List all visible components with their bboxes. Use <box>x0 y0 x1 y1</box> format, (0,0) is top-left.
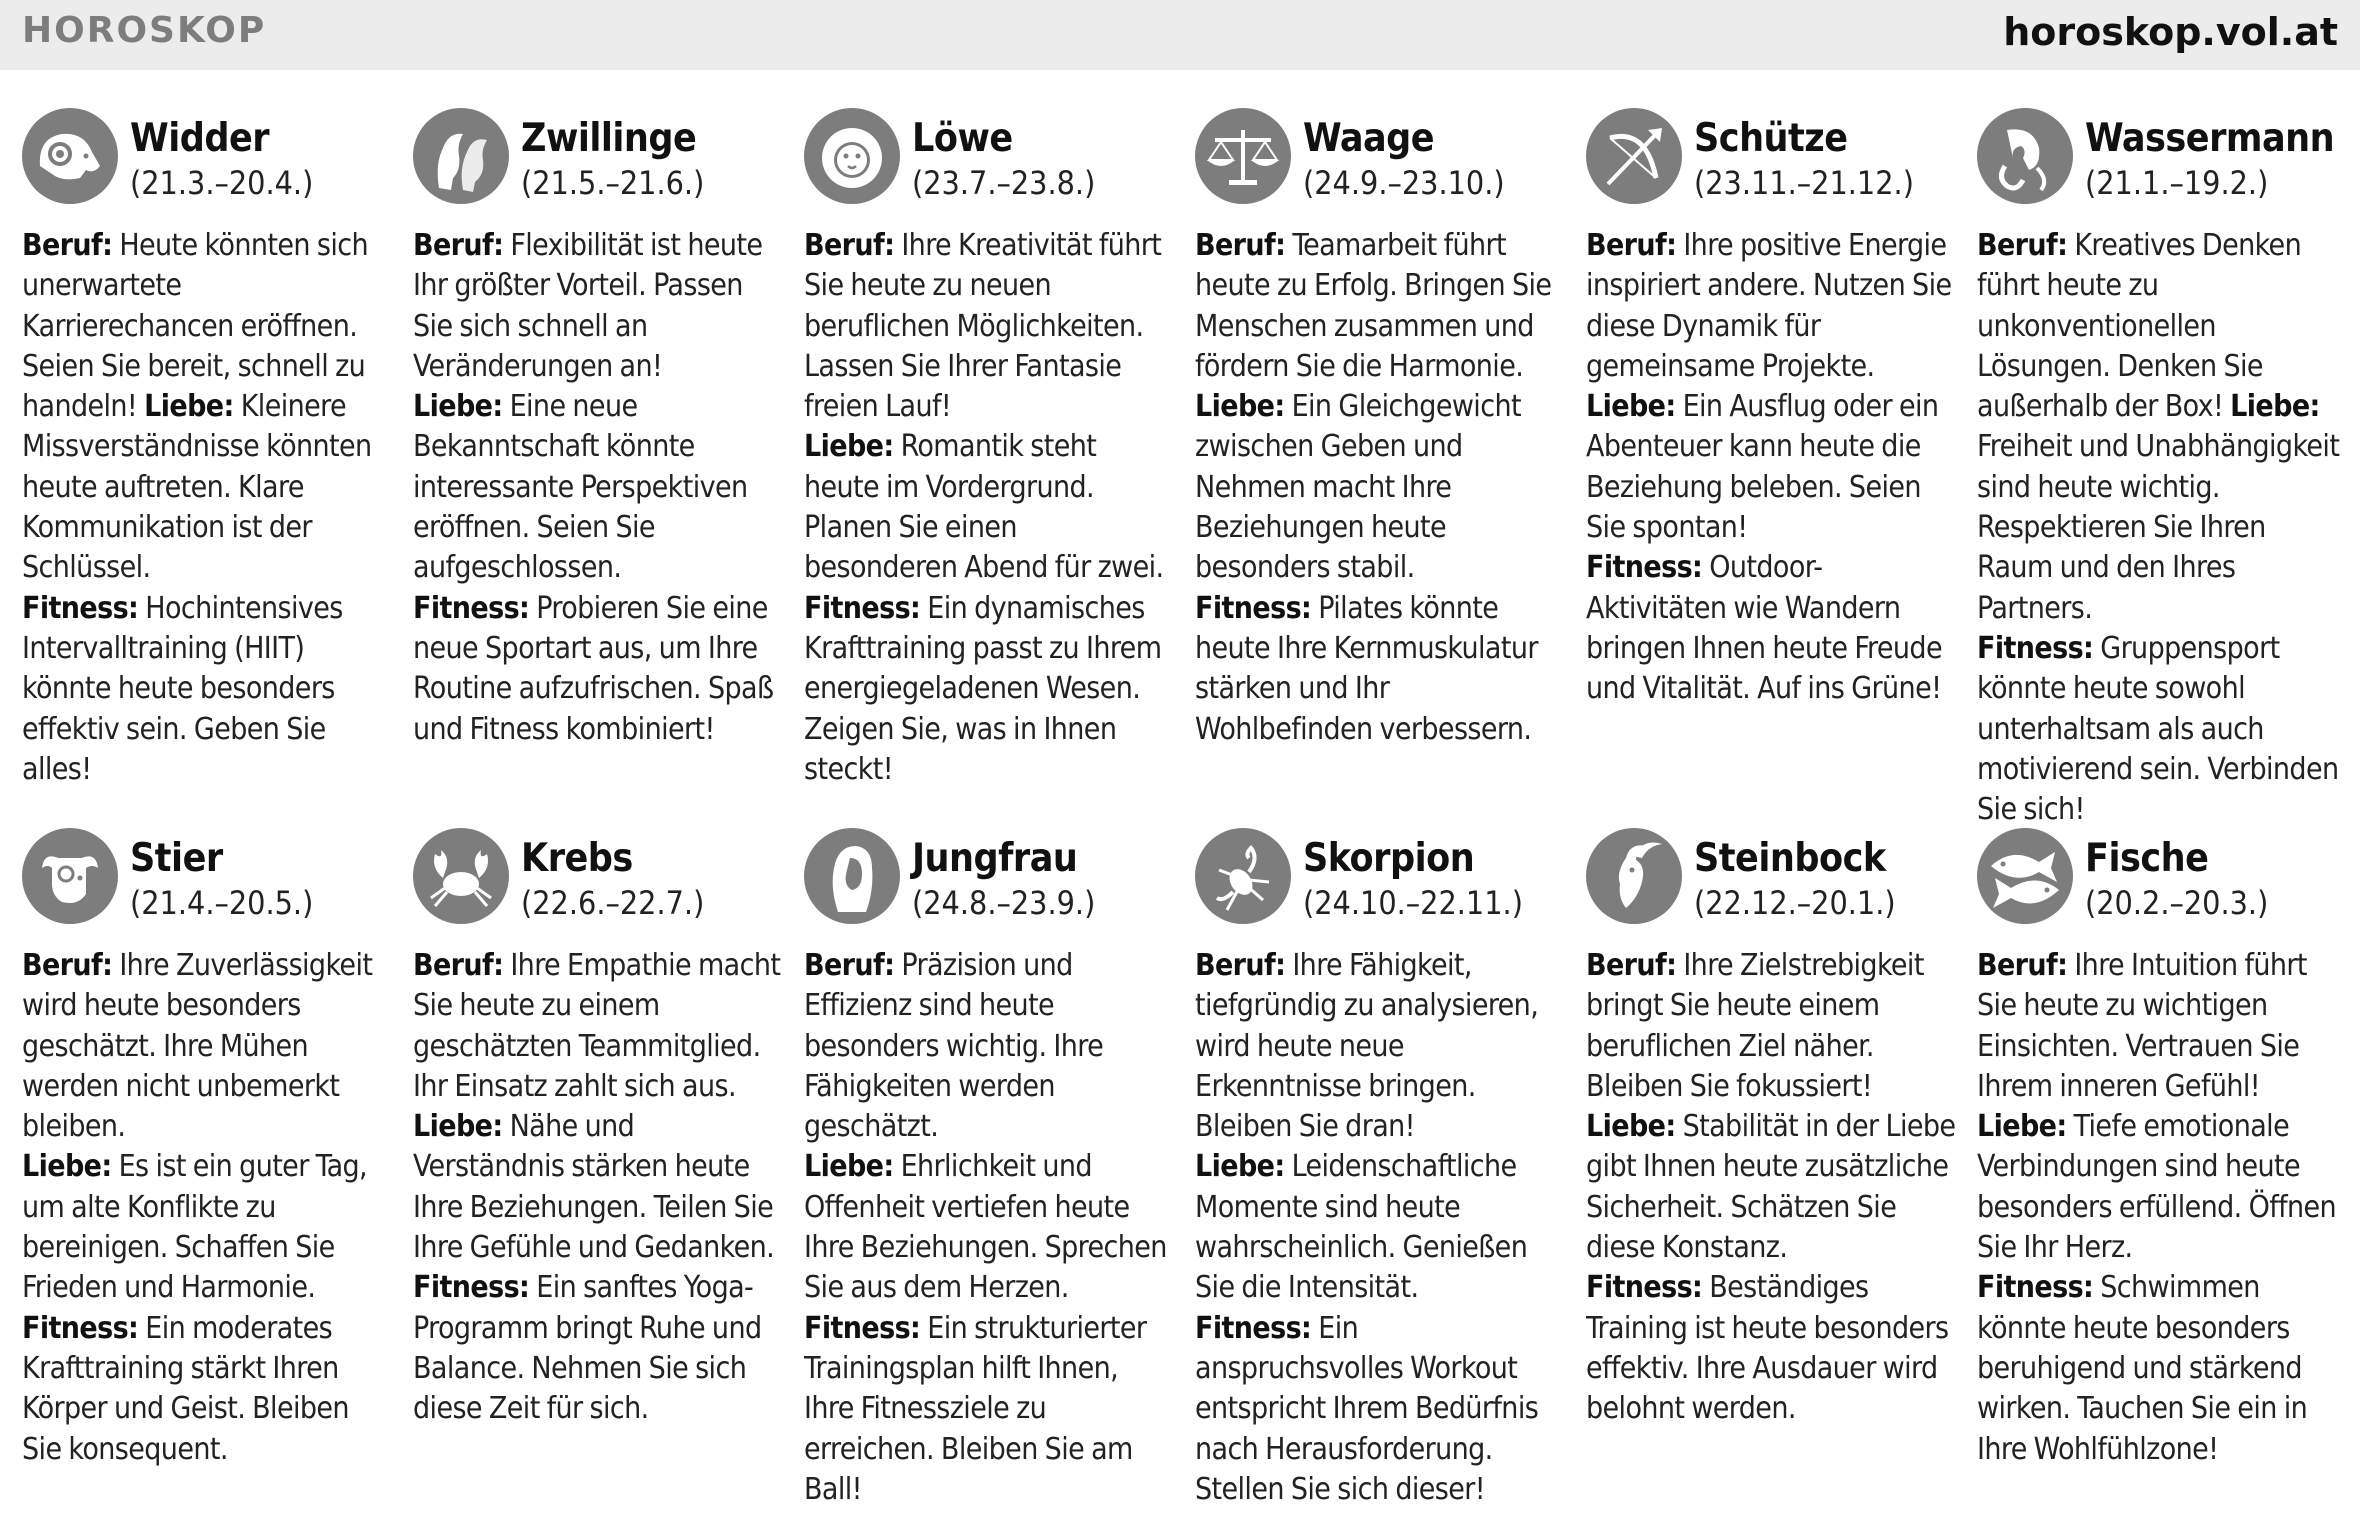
text-liebe: Stabilität in der Liebe gibt Ihnen heute zusätzliche Sicherheit. Schätzen Sie diese Konstanz. <box>1586 1109 1956 1266</box>
sign-card-wassermann <box>1977 108 2347 830</box>
text-liebe: Tiefe emotionale Verbindungen sind heute besonders erfüllend. Öffnen Sie Ihr Herz. <box>1977 1109 2337 1266</box>
label-beruf: Beruf: <box>22 228 113 263</box>
text-beruf: Ihre Empathie macht Sie heute zu einem geschätzten Teammitglied. Ihr Einsatz zahlt sich aus. <box>413 948 781 1104</box>
bow-arrow-icon <box>1586 108 1682 204</box>
sign-card-schuetze <box>1586 108 1956 710</box>
text-liebe: Romantik steht heute im Vordergrund. Planen Sie einen besonderen Abend für zwei. <box>804 429 1164 586</box>
page-title: HOROSKOP <box>22 10 267 51</box>
sign-text <box>804 946 1174 1510</box>
label-fitness: Fitness: <box>1195 1310 1312 1346</box>
sign-name: Skorpion <box>1303 836 1475 881</box>
label-beruf: Beruf: <box>413 228 504 263</box>
sign-card-loewe <box>804 108 1174 790</box>
label-liebe: Liebe: <box>144 389 234 425</box>
text-fitness: Probieren Sie eine neue Sportart aus, um Ihre Routine aufzufrischen. Spaß und Fitness kombiniert! <box>413 590 774 747</box>
text-beruf: Kreatives Denken führt heute zu unkonventionellen Lösungen. Denken Sie außerhalb der Box! <box>1977 228 2302 425</box>
text-beruf: Ihre positive Energie inspiriert andere. Nutzen Sie diese Dynamik für gemeinsame Projekte. <box>1586 228 1952 384</box>
sign-name: Steinbock <box>1694 836 1886 881</box>
fish-icon <box>1977 828 2073 924</box>
sign-card-krebs <box>413 828 783 1430</box>
sign-card-jungfrau <box>804 828 1174 1510</box>
sign-name: Schütze <box>1694 116 1848 161</box>
text-fitness: Outdoor-Aktivitäten wie Wandern bringen Ihnen heute Freude und Vitalität. Auf ins Grüne! <box>1586 550 1942 707</box>
sign-date: (22.12.–20.1.) <box>1694 884 1896 922</box>
sign-date: (21.1.–19.2.) <box>2085 164 2269 202</box>
text-liebe: Es ist ein guter Tag, um alte Konflikte zu bereinigen. Schaffen Sie Frieden und Harmonie. <box>22 1149 368 1306</box>
sign-name: Wassermann <box>2085 116 2335 161</box>
sign-card-zwillinge <box>413 108 783 750</box>
text-liebe: Freiheit und Unabhängigkeit sind heute wichtig. Respektieren Sie Ihren Raum und den Ihres Partners. <box>1977 429 2340 626</box>
sign-card-stier <box>22 828 392 1470</box>
text-liebe: Kleinere Missverständnisse könnten heute auftreten. Klare Kommunikation ist der Schlüssel. <box>22 389 372 586</box>
label-liebe: Liebe: <box>804 429 894 465</box>
text-beruf: Ihre Intuition führt Sie heute zu wichtigen Einsichten. Vertrauen Sie Ihrem inneren Gefühl! <box>1977 948 2307 1104</box>
twins-icon <box>413 108 509 204</box>
sign-card-fische <box>1977 828 2347 1470</box>
sign-text <box>413 226 783 750</box>
sign-name: Widder <box>130 116 270 161</box>
label-beruf: Beruf: <box>22 948 113 983</box>
label-fitness: Fitness: <box>1977 630 2094 666</box>
text-beruf: Präzision und Effizienz sind heute besonders wichtig. Ihre Fähigkeiten werden geschätzt. <box>804 948 1104 1145</box>
label-liebe: Liebe: <box>413 389 503 425</box>
text-fitness: Pilates könnte heute Ihre Kernmuskulatur stärken und Ihr Wohlbefinden verbessern. <box>1195 590 1538 747</box>
lion-icon <box>804 108 900 204</box>
label-liebe: Liebe: <box>1586 1109 1676 1145</box>
label-beruf: Beruf: <box>1586 948 1677 983</box>
capricorn-icon <box>1586 828 1682 924</box>
label-fitness: Fitness: <box>413 590 530 626</box>
text-fitness: Beständiges Training ist heute besonders effektiv. Ihre Ausdauer wird belohnt werden. <box>1586 1270 1949 1427</box>
ram-icon <box>22 108 118 204</box>
text-liebe: Ein Ausflug oder ein Abenteuer kann heute die Beziehung beleben. Seien Sie spontan! <box>1586 389 1939 546</box>
scorpion-icon <box>1195 828 1291 924</box>
sign-text <box>804 226 1174 790</box>
sign-date: (24.10.–22.11.) <box>1303 884 1523 922</box>
text-liebe: Ein Gleichgewicht zwischen Geben und Nehmen macht Ihre Beziehungen heute besonders stabil. <box>1195 389 1521 586</box>
site-url: horoskop.vol.at <box>2003 10 2338 54</box>
label-fitness: Fitness: <box>413 1270 530 1306</box>
text-fitness: Ein anspruchsvolles Workout entspricht Ihrem Bedürfnis nach Herausforderung. Stellen Sie sich dieser! <box>1195 1310 1539 1507</box>
sign-text <box>1195 946 1565 1510</box>
label-fitness: Fitness: <box>22 1310 139 1346</box>
label-fitness: Fitness: <box>22 590 139 626</box>
text-beruf: Ihre Kreativität führt Sie heute zu neuen beruflichen Möglichkeiten. Lassen Sie Ihrer Fantasie freien Lauf! <box>804 228 1162 425</box>
text-liebe: Leidenschaftliche Momente sind heute wahrscheinlich. Genießen Sie die Intensität. <box>1195 1149 1528 1306</box>
sign-text <box>1977 946 2347 1470</box>
sign-card-steinbock <box>1586 828 1956 1430</box>
sign-name: Krebs <box>521 836 633 881</box>
label-liebe: Liebe: <box>1586 389 1676 425</box>
sign-card-widder <box>22 108 392 790</box>
label-fitness: Fitness: <box>804 590 921 626</box>
sign-date: (21.4.–20.5.) <box>130 884 314 922</box>
sign-date: (21.5.–21.6.) <box>521 164 705 202</box>
text-fitness: Ein sanftes Yoga-Programm bringt Ruhe und Balance. Nehmen Sie sich diese Zeit für sich. <box>413 1270 762 1427</box>
crab-icon <box>413 828 509 924</box>
label-liebe: Liebe: <box>1195 1149 1285 1185</box>
text-beruf: Flexibilität ist heute Ihr größter Vorteil. Passen Sie sich schnell an Veränderungen an! <box>413 228 763 384</box>
text-liebe: Eine neue Bekanntschaft könnte interessante Perspektiven eröffnen. Seien Sie aufgeschlossen. <box>413 389 748 586</box>
sign-card-waage <box>1195 108 1565 750</box>
label-fitness: Fitness: <box>1977 1270 2094 1306</box>
label-fitness: Fitness: <box>804 1310 921 1346</box>
text-beruf: Teamarbeit führt heute zu Erfolg. Bringen Sie Menschen zusammen und fördern Sie die Harmonie. <box>1195 228 1552 384</box>
sign-date: (23.11.–21.12.) <box>1694 164 1914 202</box>
label-beruf: Beruf: <box>1195 228 1286 263</box>
label-liebe: Liebe: <box>2230 389 2320 425</box>
label-beruf: Beruf: <box>1977 948 2068 983</box>
label-liebe: Liebe: <box>1195 389 1285 425</box>
scales-icon <box>1195 108 1291 204</box>
text-fitness: Gruppensport könnte heute sowohl unterhaltsam als auch motivierend sein. Verbinden Sie sich! <box>1977 630 2339 828</box>
sign-text <box>1586 226 1956 710</box>
label-fitness: Fitness: <box>1195 590 1312 626</box>
sign-date: (22.6.–22.7.) <box>521 884 705 922</box>
sign-name: Löwe <box>912 116 1013 161</box>
text-beruf: Ihre Zielstrebigkeit bringt Sie heute einem beruflichen Ziel näher. Bleiben Sie fokussiert! <box>1586 948 1924 1104</box>
text-fitness: Ein strukturierter Trainingsplan hilft Ihnen, Ihre Fitnessziele zu erreichen. Bleiben Sie am Ball! <box>804 1310 1147 1507</box>
sign-name: Stier <box>130 836 223 881</box>
label-liebe: Liebe: <box>804 1149 894 1185</box>
label-liebe: Liebe: <box>22 1149 112 1185</box>
text-beruf: Heute könnten sich unerwartete Karrierechancen eröffnen. Seien Sie bereit, schnell zu handeln! <box>22 228 368 425</box>
sign-text <box>1195 226 1565 750</box>
label-fitness: Fitness: <box>1586 550 1703 586</box>
text-beruf: Ihre Fähigkeit, tiefgründig zu analysieren, wird heute neue Erkenntnisse bringen. Bleiben Sie dran! <box>1195 948 1539 1145</box>
text-liebe: Nähe und Verständnis stärken heute Ihre Beziehungen. Teilen Sie Ihre Gefühle und Gedanken. <box>413 1109 775 1266</box>
sign-date: (21.3.–20.4.) <box>130 164 314 202</box>
sign-text <box>22 226 392 790</box>
virgin-icon <box>804 828 900 924</box>
text-beruf: Ihre Zuverlässigkeit wird heute besonders geschätzt. Ihre Mühen werden nicht unbemerkt bleiben. <box>22 948 373 1145</box>
label-beruf: Beruf: <box>1977 228 2068 263</box>
sign-name: Zwillinge <box>521 116 697 161</box>
text-fitness: Ein moderates Krafttraining stärkt Ihren Körper und Geist. Bleiben Sie konsequent. <box>22 1310 349 1467</box>
label-beruf: Beruf: <box>804 948 895 983</box>
sign-name: Fische <box>2085 836 2209 881</box>
text-fitness: Schwimmen könnte heute besonders beruhigend und stärkend wirken. Tauchen Sie ein in Ihre Wohlfühlzone! <box>1977 1270 2308 1467</box>
text-fitness: Hochintensives Intervalltraining (HIIT) könnte heute besonders effektiv sein. Geben Sie alles! <box>22 590 343 787</box>
label-beruf: Beruf: <box>1586 228 1677 263</box>
label-liebe: Liebe: <box>1977 1109 2067 1145</box>
bull-icon <box>22 828 118 924</box>
sign-date: (24.8.–23.9.) <box>912 884 1096 922</box>
label-beruf: Beruf: <box>804 228 895 263</box>
sign-date: (20.2.–20.3.) <box>2085 884 2269 922</box>
sign-date: (23.7.–23.8.) <box>912 164 1096 202</box>
label-beruf: Beruf: <box>1195 948 1286 983</box>
sign-text <box>1977 226 2347 830</box>
label-beruf: Beruf: <box>413 948 504 983</box>
sign-name: Jungfrau <box>912 836 1078 881</box>
sign-text <box>22 946 392 1470</box>
sign-text <box>413 946 783 1430</box>
text-liebe: Ehrlichkeit und Offenheit vertiefen heute Ihre Beziehungen. Sprechen Sie aus dem Herzen. <box>804 1149 1167 1306</box>
water-bearer-icon <box>1977 108 2073 204</box>
header-bar <box>0 0 2360 70</box>
sign-card-skorpion <box>1195 828 1565 1510</box>
sign-date: (24.9.–23.10.) <box>1303 164 1505 202</box>
sign-text <box>1586 946 1956 1430</box>
sign-name: Waage <box>1303 116 1435 161</box>
text-fitness: Ein dynamisches Krafttraining passt zu Ihrem energiegeladenen Wesen. Zeigen Sie, was in Ihnen steckt! <box>804 590 1162 787</box>
label-fitness: Fitness: <box>1586 1270 1703 1306</box>
label-liebe: Liebe: <box>413 1109 503 1145</box>
